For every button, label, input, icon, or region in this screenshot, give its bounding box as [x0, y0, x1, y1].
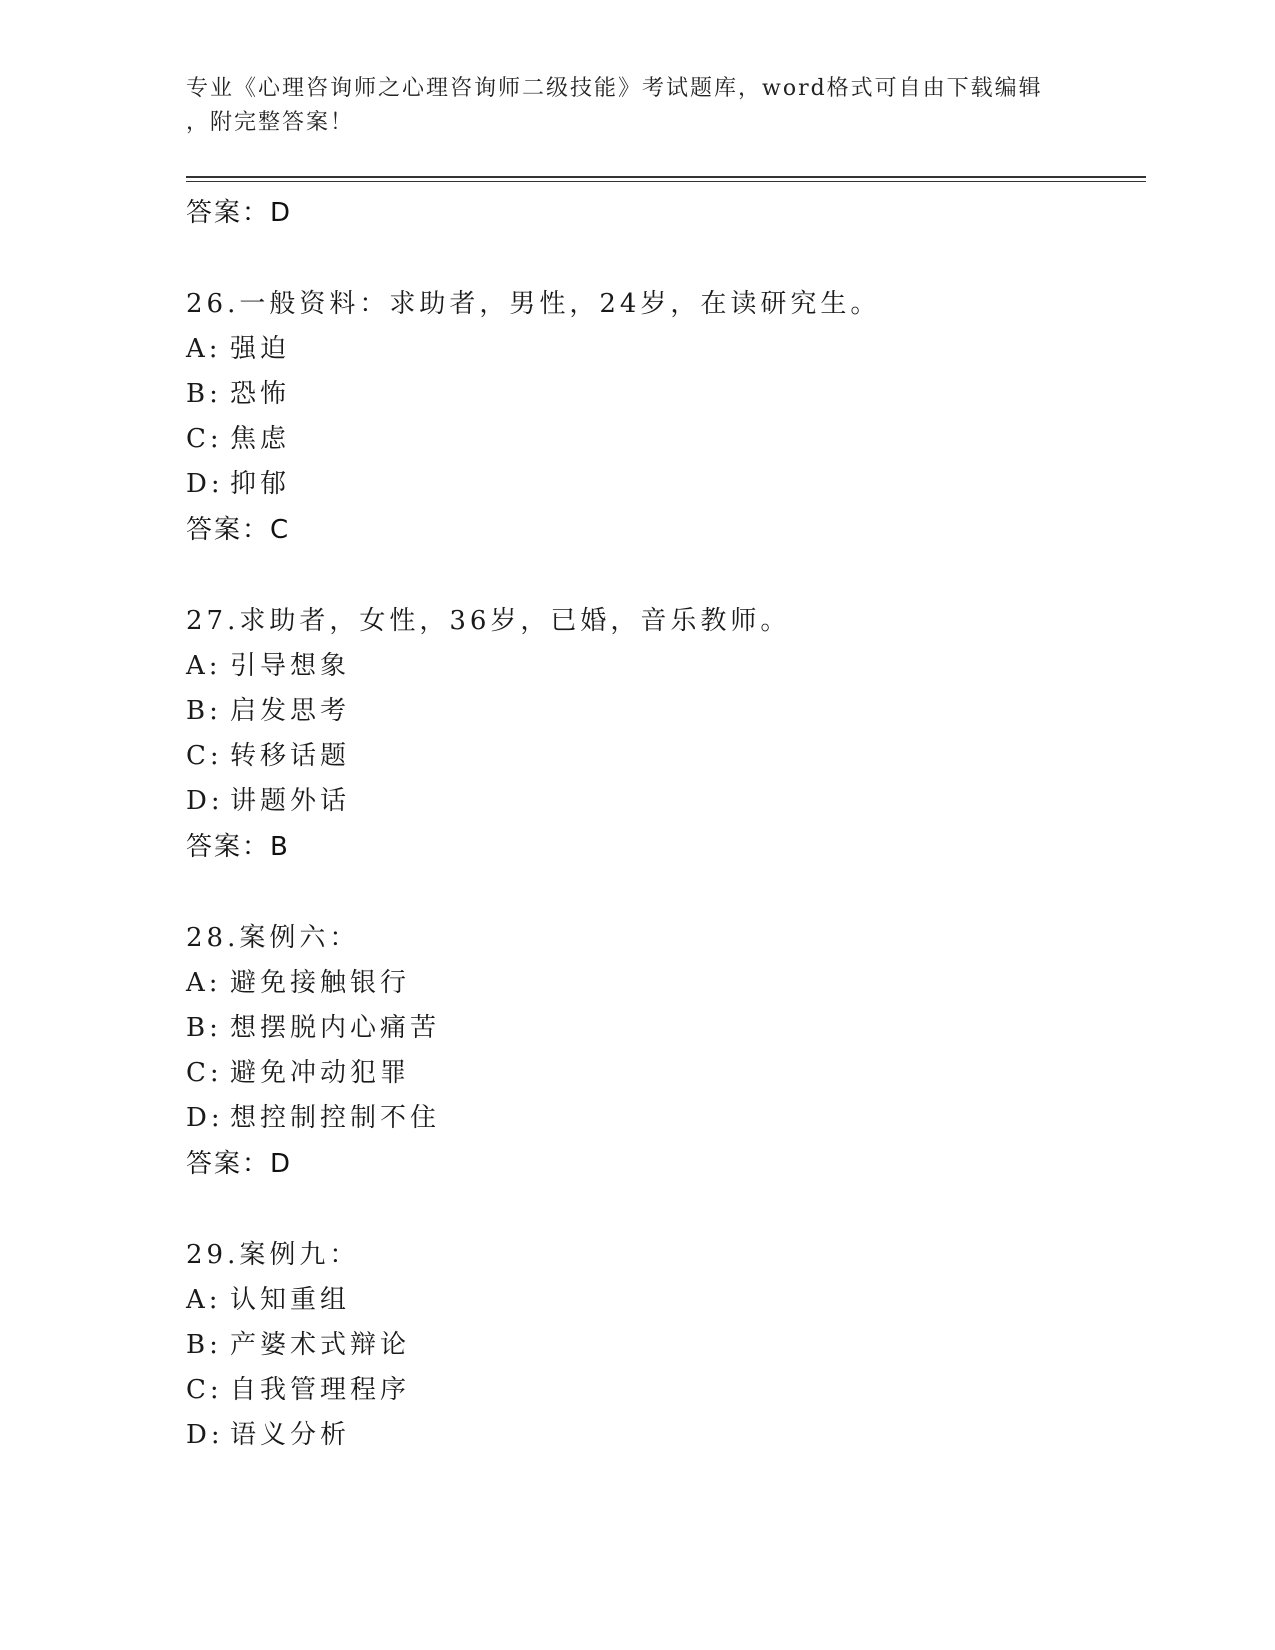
option-letter: A: — [186, 1285, 222, 1315]
question-stem: 29.案例九： — [186, 1240, 360, 1270]
question-26 — [186, 282, 1146, 553]
option-letter: C: — [186, 1375, 223, 1405]
question-stem: 26.一般资料：求助者，男性，24岁，在读研究生。 — [186, 289, 881, 319]
question-28 — [186, 916, 1146, 1187]
option-text: 强迫 — [230, 334, 291, 364]
option-text: 启发思考 — [230, 696, 351, 726]
option-d — [186, 1096, 1146, 1141]
header-divider-thin — [186, 181, 1146, 182]
question-27 — [186, 599, 1146, 870]
option-letter: D: — [186, 786, 224, 816]
option-d — [186, 1413, 1146, 1458]
option-text: 语义分析 — [230, 1420, 351, 1450]
answer-line: 答案：C — [186, 515, 291, 545]
header-line-2: ，附完整答案！ — [186, 110, 355, 135]
option-text: 转移话题 — [230, 741, 351, 771]
option-text: 焦虑 — [230, 424, 291, 454]
option-text: 避免接触银行 — [230, 968, 411, 998]
option-letter: D: — [186, 1420, 224, 1450]
option-d — [186, 462, 1146, 507]
header-line-1: 专业《心理咨询师之心理咨询师二级技能》考试题库，word格式可自由下载编辑 — [186, 76, 1043, 101]
document-header — [186, 72, 1066, 140]
option-text: 讲题外话 — [230, 786, 351, 816]
option-a — [186, 961, 1146, 1006]
option-b — [186, 372, 1146, 417]
option-letter: C: — [186, 1058, 223, 1088]
question-stem: 27.求助者，女性，36岁，已婚，音乐教师。 — [186, 606, 791, 636]
option-text: 避免冲动犯罪 — [230, 1058, 411, 1088]
option-b — [186, 689, 1146, 734]
option-letter: C: — [186, 741, 223, 771]
option-c — [186, 417, 1146, 462]
header-divider-thick — [186, 176, 1146, 178]
option-text: 恐怖 — [230, 379, 291, 409]
option-letter: A: — [186, 968, 222, 998]
answer-line: 答案：B — [186, 832, 290, 862]
option-letter: D: — [186, 1103, 224, 1133]
option-d — [186, 779, 1146, 824]
option-letter: B: — [186, 1013, 222, 1043]
option-text: 想摆脱内心痛苦 — [230, 1013, 441, 1043]
option-c — [186, 1368, 1146, 1413]
answer-line: 答案：D — [186, 198, 293, 228]
question-stem: 28.案例六： — [186, 923, 360, 953]
answer-line: 答案：D — [186, 1149, 293, 1179]
option-text: 产婆术式辩论 — [230, 1330, 411, 1360]
question-list — [186, 190, 1146, 1458]
option-a — [186, 1278, 1146, 1323]
option-text: 认知重组 — [230, 1285, 351, 1315]
option-letter: A: — [186, 651, 222, 681]
option-text: 想控制控制不住 — [230, 1103, 441, 1133]
option-c — [186, 734, 1146, 779]
option-a — [186, 327, 1146, 372]
option-b — [186, 1006, 1146, 1051]
option-text: 引导想象 — [230, 651, 351, 681]
option-text: 抑郁 — [230, 469, 291, 499]
question-29 — [186, 1233, 1146, 1458]
option-letter: C: — [186, 424, 223, 454]
option-letter: B: — [186, 1330, 222, 1360]
option-letter: B: — [186, 379, 222, 409]
option-b — [186, 1323, 1146, 1368]
option-c — [186, 1051, 1146, 1096]
option-text: 自我管理程序 — [230, 1375, 411, 1405]
option-letter: D: — [186, 469, 224, 499]
option-a — [186, 644, 1146, 689]
option-letter: B: — [186, 696, 222, 726]
option-letter: A: — [186, 334, 222, 364]
